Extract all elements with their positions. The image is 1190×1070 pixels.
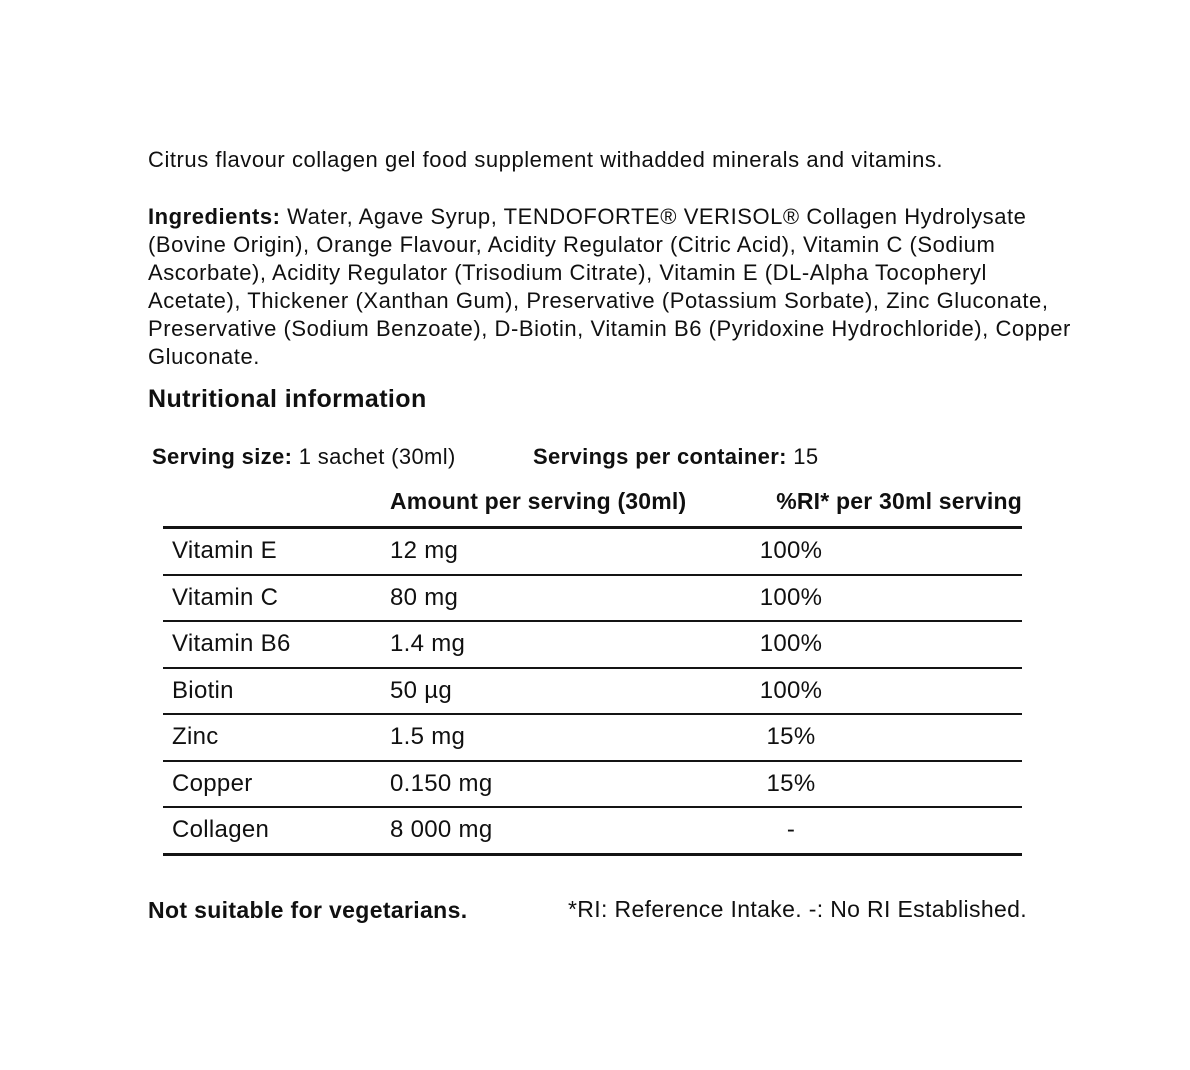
nutrient-amount: 8 000 mg — [390, 816, 493, 844]
table-row — [163, 806, 1022, 853]
ingredients-paragraph — [148, 203, 1080, 371]
serving-info-line — [0, 444, 1190, 474]
nutrient-name: Zinc — [172, 723, 219, 751]
nutrient-name: Copper — [172, 769, 253, 797]
table-row — [163, 713, 1022, 760]
table-row — [163, 667, 1022, 714]
serving-size-value: 1 sachet (30ml) — [298, 444, 456, 469]
serving-size — [152, 444, 456, 470]
nutrient-ri: 100% — [759, 676, 823, 704]
nutrient-name: Vitamin E — [172, 537, 277, 565]
nutrient-ri: 100% — [759, 537, 823, 565]
table-row — [163, 529, 1022, 574]
nutrient-name: Vitamin C — [172, 583, 279, 611]
nutrient-amount: 12 mg — [390, 537, 459, 565]
nutrition-table-body — [163, 526, 1022, 856]
nutrition-table-header — [163, 486, 1022, 526]
servings-per-container-value: 15 — [793, 444, 819, 469]
nutrient-amount: 50 µg — [390, 676, 453, 704]
nutrient-ri: 15% — [766, 723, 816, 751]
table-row — [163, 574, 1022, 621]
ingredients-label: Ingredients: — [148, 204, 281, 229]
nutrient-name: Vitamin B6 — [172, 630, 291, 658]
serving-size-label: Serving size: — [152, 444, 293, 469]
column-header-amount: Amount per serving (30ml) — [390, 488, 687, 514]
nutrient-amount: 80 mg — [390, 583, 459, 611]
table-row — [163, 620, 1022, 667]
reference-intake-note: *RI: Reference Intake. -: No RI Established. — [568, 896, 1027, 922]
nutrient-amount: 1.4 mg — [390, 630, 466, 658]
servings-per-container — [533, 444, 818, 470]
column-header-ri: %RI* per 30ml serving — [776, 488, 1022, 514]
nutrient-ri: - — [786, 816, 796, 844]
nutrient-ri: 100% — [759, 630, 823, 658]
product-description: Citrus flavour collagen gel food supplement withadded minerals and vitamins. — [148, 147, 944, 172]
nutrient-name: Biotin — [172, 676, 234, 704]
servings-per-container-label: Servings per container: — [533, 444, 787, 469]
nutrient-amount: 1.5 mg — [390, 723, 466, 751]
nutrient-ri: 15% — [766, 769, 816, 797]
nutrient-amount: 0.150 mg — [390, 769, 493, 797]
ingredients-text: Water, Agave Syrup, TENDOFORTE® VERISOL® Collagen Hydrolysate (Bovine Origin), Orange Flavour, Acidity Regulator (Citric Acid), Vitamin C (Sodium Ascorbate), Acidity Regulator (Trisodium Citrate), Vitamin E (DL-Alpha Tocopheryl Acetate), Thickener (Xanthan Gum), Preservative (Potassium Sorbate), Zinc Gluconate, Preservative (Sodium Benzoate), D-Biotin, Vitamin B6 (Pyridoxine Hydrochloride), Copper Gluconate. — [148, 204, 1071, 369]
nutrient-ri: 100% — [759, 583, 823, 611]
vegetarian-note: Not suitable for vegetarians. — [148, 897, 468, 923]
nutritional-information-heading: Nutritional information — [148, 385, 427, 413]
table-row — [163, 760, 1022, 807]
nutrient-name: Collagen — [172, 816, 270, 844]
nutrition-table — [163, 486, 1022, 856]
